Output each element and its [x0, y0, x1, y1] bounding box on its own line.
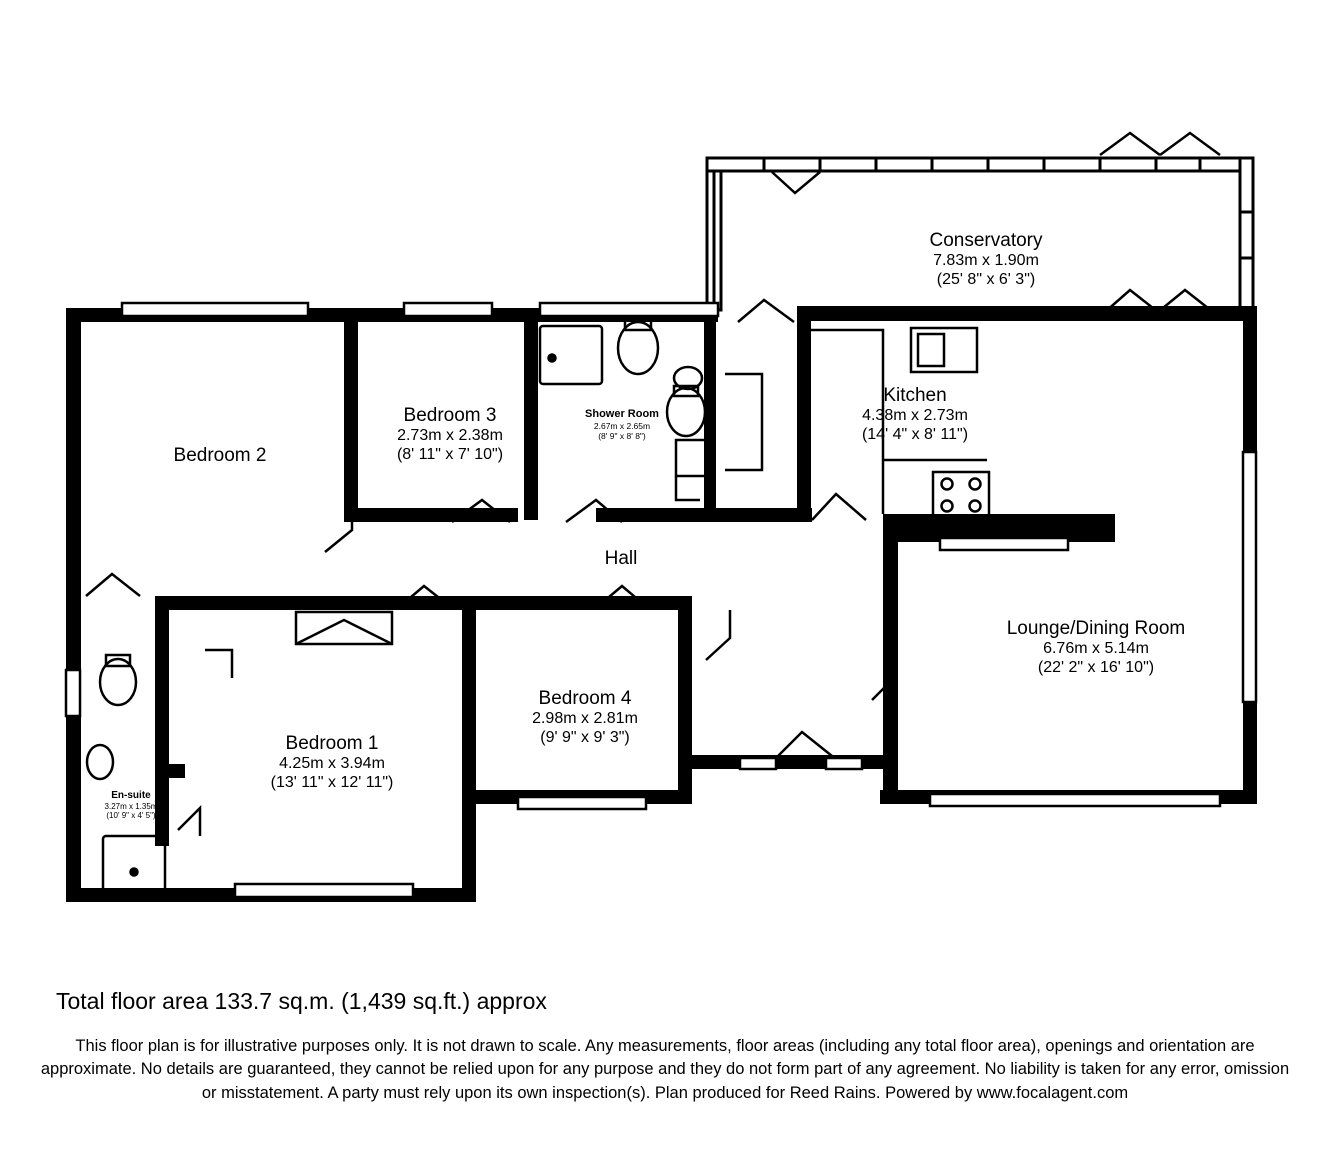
room-name: Bedroom 2 [173, 445, 267, 466]
wall-left-upper [66, 308, 81, 606]
room-label-shower-room [547, 408, 697, 441]
room-label-kitchen [770, 385, 1060, 445]
room-dim-metric: 2.67m x 2.65m [593, 420, 651, 431]
wall-left-lower [66, 596, 81, 902]
room-dim-imperial: (13' 11" x 12' 11") [270, 774, 394, 792]
room-name: Lounge/Dining Room [1006, 618, 1186, 639]
room-dim-imperial: (10' 9" x 4' 5") [106, 811, 156, 821]
room-label-hall [521, 548, 721, 570]
room-name: En-suite [111, 790, 151, 801]
room-name: Bedroom 4 [538, 688, 632, 709]
room-dim-metric: 7.83m x 1.90m [933, 252, 1039, 270]
total-floor-area: Total floor area 133.7 sq.m. (1,439 sq.ft.) approx [56, 988, 547, 1014]
room-dim-metric: 4.25m x 3.94m [279, 755, 385, 773]
room-dim-imperial: (8' 9" x 8' 8") [598, 430, 646, 441]
room-name: Hall [604, 548, 638, 569]
room-label-bedroom-3 [318, 405, 582, 465]
room-label-en-suite [66, 790, 196, 821]
room-dim-metric: 4.38m x 2.73m [862, 407, 968, 425]
disclaimer-text: This floor plan is for illustrative purposes only. It is not drawn to scale. Any measurements, floor areas (including any total floor area), openings and orientation are approximate. No details are guaranteed, they cannot be relied upon for any purpose and they do not form part of any agreement. No liability is taken for any error, omission or misstatement. A party must rely upon its own inspection(s). Plan produced for Reed Rains. Powered by www.focalagent.com [40, 1037, 1290, 1102]
room-name: Kitchen [883, 385, 947, 406]
room-dim-imperial: (9' 9" x 9' 3") [540, 729, 630, 747]
room-label-conservatory [836, 230, 1136, 290]
room-dim-metric: 2.73m x 2.38m [397, 427, 503, 445]
room-name: Shower Room [585, 408, 659, 420]
room-name: Conservatory [929, 230, 1043, 251]
room-name: Bedroom 3 [403, 405, 497, 426]
room-dim-metric: 3.27m x 1.35m [104, 801, 158, 811]
room-label-bedroom-4 [453, 688, 717, 748]
wall-top-right [797, 306, 1257, 321]
room-dim-imperial: (22' 2" x 16' 10") [1037, 659, 1155, 677]
room-dim-imperial: (8' 11" x 7' 10") [396, 446, 504, 464]
room-name: Bedroom 1 [285, 733, 379, 754]
room-label-bedroom-1 [200, 733, 464, 793]
room-dim-metric: 2.98m x 2.81m [532, 710, 638, 728]
room-dim-imperial: (25' 8" x 6' 3") [936, 271, 1036, 289]
room-label-lounge-dining-room [936, 618, 1256, 678]
en-suite-fixtures [87, 655, 165, 896]
room-dim-imperial: (14' 4" x 8' 11") [861, 426, 969, 444]
room-label-bedroom-2 [95, 445, 345, 467]
room-dim-metric: 6.76m x 5.14m [1043, 640, 1149, 658]
